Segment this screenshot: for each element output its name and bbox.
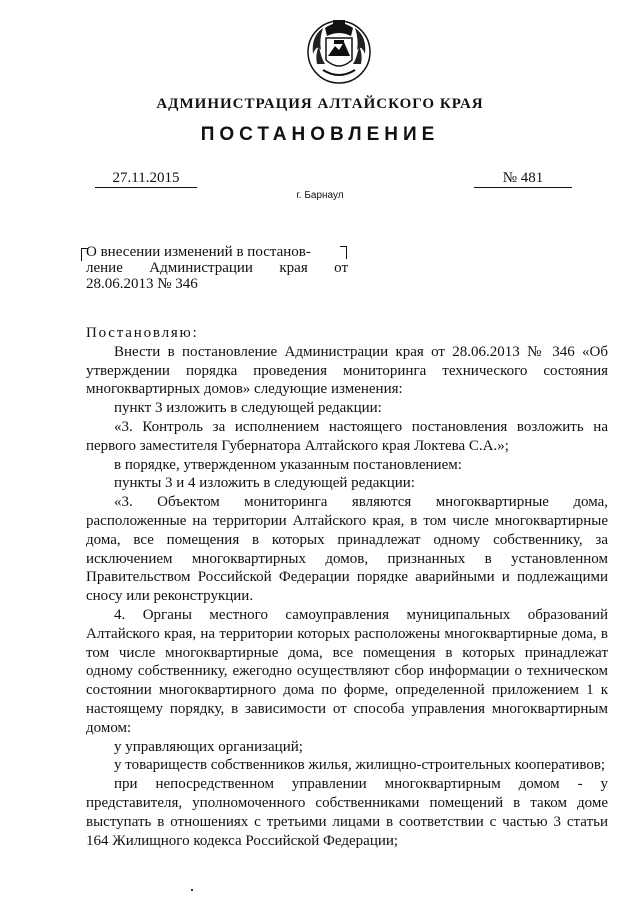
body-paragraph: в порядке, утвержденном указанным постановлением: xyxy=(114,456,462,473)
document-city: г. Барнаул xyxy=(296,190,344,201)
body-paragraph: 4. Органы местного самоуправления муниципальных образований Алтайского края, на территории которых расположены многоквартирные дома, в том числе многоквартирные дома, все помещения в которых принадлежат одному собственнику, ежегодно осуществляют сбор информации о техническом состоянии многоквартирного дома по форме, определенной приложением 1 к настоящему порядку, в зависимости от способа управления многоквартирным домом: xyxy=(86,606,608,736)
body-paragraph: у товариществ собственников жилья, жилищно-строительных кооперативов; xyxy=(114,757,606,774)
body-paragraph: у управляющих организаций; xyxy=(114,738,303,755)
subject-line: О внесении изменений в постанов- xyxy=(86,244,311,260)
document-number: № 481 xyxy=(474,170,572,188)
document-type: ПОСТАНОВЛЕНИЕ xyxy=(200,124,440,145)
document-subject xyxy=(86,244,348,292)
body-paragraph: пункты 3 и 4 изложить в следующей редакции: xyxy=(114,475,415,492)
body-paragraph: при непосредственном управлении многоквартирным домом - у представителя, уполномоченного собственниками помещений в таком доме выступать в отношениях с третьими лицами в соответствии с частью 3 статьи 164 Жилищного кодекса Российской Федерации; xyxy=(86,776,608,849)
body-paragraph: «3. Объектом мониторинга являются многоквартирные дома, расположенные на территории Алтайского края, в том числе многоквартирные дома, все помещения в которых принадлежат одному собственнику, за исключением многоквартирных домов, признанных в установленном Правительством Российской Федерации порядке аварийными и подлежащими сносу или реконструкции. xyxy=(86,494,608,605)
document-body xyxy=(86,324,608,850)
subject-line: ление Администрации края от xyxy=(86,260,348,276)
body-paragraph: Внести в постановление Администрации края от 28.06.2013 № 346 «Об утверждении порядка проведения мониторинга технического состояния многоквартирных домов» следующие изменения: xyxy=(86,343,608,398)
document-date: 27.11.2015 xyxy=(95,170,197,188)
scan-speck xyxy=(191,889,193,891)
lead-phrase: Постановляю: xyxy=(86,325,199,341)
subject-line: 28.06.2013 № 346 xyxy=(86,276,198,292)
body-paragraph: «3. Контроль за исполнением настоящего постановления возложить на первого заместителя Губернатора Алтайского края Локтева С.А.»; xyxy=(86,418,608,454)
organization-name: АДМИНИСТРАЦИЯ АЛТАЙСКОГО КРАЯ xyxy=(156,96,484,112)
body-paragraph: пункт 3 изложить в следующей редакции: xyxy=(114,400,382,417)
coat-of-arms-emblem xyxy=(303,14,375,86)
